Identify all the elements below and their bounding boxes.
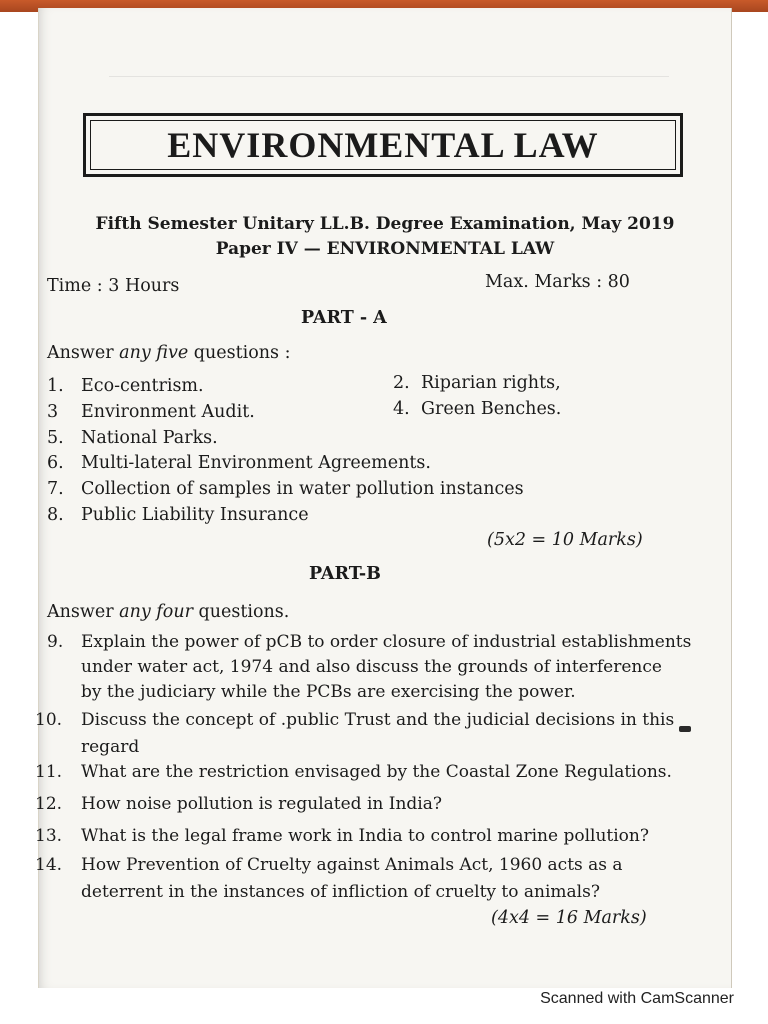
question-14 (35, 853, 623, 877)
part-b-marks: (4x4 = 16 Marks) (491, 908, 647, 928)
question-text: Discuss the concept of .public Trust and the judicial decisions in this (81, 710, 675, 730)
question-10 (35, 708, 674, 732)
part-a-heading: PART - A (301, 308, 387, 328)
instruction-text: questions. (192, 602, 290, 622)
exam-subtitle: Fifth Semester Unitary LL.B. Degree Examination, May 2019 (95, 214, 675, 234)
question-number: 11. (35, 762, 63, 782)
question-number: 13. (35, 826, 63, 846)
question-12 (35, 792, 442, 816)
list-item (47, 503, 309, 527)
question-text: How noise pollution is regulated in India? (81, 794, 442, 814)
faint-header-rule (109, 62, 669, 86)
item-text: Eco-centrism. (81, 376, 204, 396)
item-text: Green Benches. (421, 399, 562, 419)
question-9 (47, 630, 691, 654)
question-11 (35, 760, 672, 784)
question-number: 14. (35, 855, 63, 875)
instruction-emphasis: any four (119, 602, 193, 622)
part-a-instruction (47, 341, 290, 365)
instruction-text: questions : (188, 343, 291, 363)
item-text: National Parks. (81, 428, 218, 448)
question-14-line-2: deterrent in the instances of infliction of cruelty to animals? (81, 882, 600, 902)
question-number: 9. (47, 632, 64, 652)
item-number: 5. (47, 428, 64, 448)
question-number: 12. (35, 794, 63, 814)
question-13 (35, 824, 649, 848)
item-text: Multi-lateral Environment Agreements. (81, 453, 431, 473)
item-text: Environment Audit. (81, 402, 255, 422)
question-text: Explain the power of pCB to order closure of industrial establishments (81, 632, 692, 652)
part-b-instruction (47, 600, 289, 624)
exam-paper (35, 8, 732, 988)
question-text: What are the restriction envisaged by the Coastal Zone Regulations. (81, 762, 672, 782)
item-text: Public Liability Insurance (81, 505, 309, 525)
question-text: What is the legal frame work in India to control marine pollution? (81, 826, 649, 846)
instruction-emphasis: any five (119, 343, 189, 363)
item-number: 2. (393, 373, 410, 393)
list-item (47, 374, 204, 398)
item-number: 3 (47, 402, 59, 422)
part-b-heading: PART-B (309, 564, 381, 584)
item-number: 7. (47, 479, 64, 499)
list-item (47, 400, 255, 424)
ink-mark (679, 726, 691, 732)
page-title: ENVIRONMENTAL LAW (167, 125, 599, 165)
item-number: 8. (47, 505, 64, 525)
list-item (47, 477, 524, 501)
exam-time: Time : 3 Hours (47, 276, 180, 296)
title-inner-frame (90, 120, 676, 170)
list-item (47, 451, 431, 475)
title-frame (83, 113, 683, 177)
max-marks: Max. Marks : 80 (485, 272, 630, 292)
item-text: Riparian rights, (421, 373, 561, 393)
part-a-marks: (5x2 = 10 Marks) (487, 530, 643, 550)
question-9-line-2: under water act, 1974 and also discuss the grounds of interference (81, 657, 662, 677)
question-10-line-2: regard (81, 737, 140, 757)
item-number: 6. (47, 453, 64, 473)
question-9-line-3: by the judiciary while the PCBs are exercising the power. (81, 682, 576, 702)
item-text: Collection of samples in water pollution instances (81, 479, 524, 499)
list-item (393, 397, 561, 421)
item-number: 1. (47, 376, 64, 396)
list-item (393, 371, 561, 395)
item-number: 4. (393, 399, 410, 419)
list-item (47, 426, 218, 450)
instruction-text: Answer (47, 602, 120, 622)
question-number: 10. (35, 710, 63, 730)
paper-title: Paper IV — ENVIRONMENTAL LAW (215, 239, 555, 259)
scanner-watermark: Scanned with CamScanner (540, 990, 734, 1007)
question-text: How Prevention of Cruelty against Animals Act, 1960 acts as a (81, 855, 623, 875)
instruction-text: Answer (47, 343, 120, 363)
